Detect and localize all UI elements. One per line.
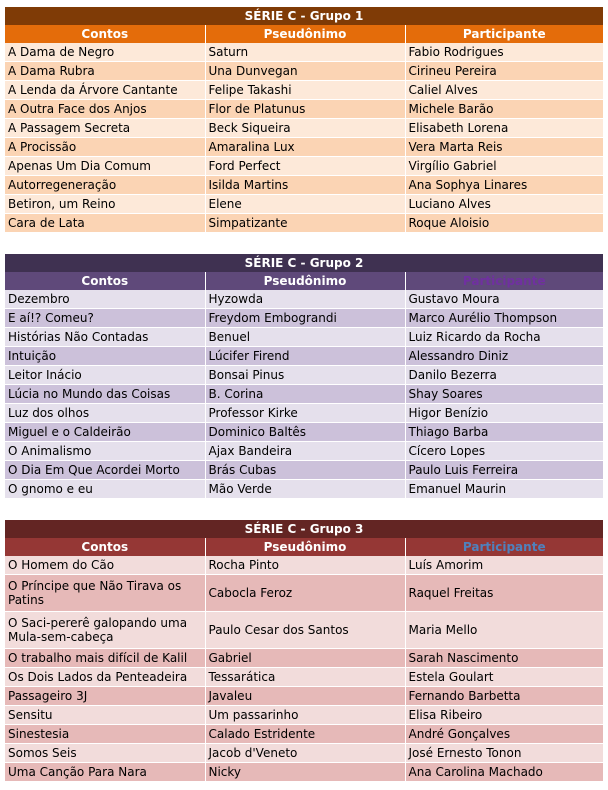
participant-cell: Michele Barão	[405, 100, 603, 119]
table-row	[5, 725, 603, 744]
table-row	[5, 119, 603, 138]
table-row	[5, 668, 603, 687]
group-1-table	[5, 7, 603, 233]
column-header-pseudonimo: Pseudônimo	[205, 538, 405, 556]
story-title-cell: A Dama de Negro	[5, 43, 205, 62]
pseudonym-cell: Benuel	[205, 328, 405, 347]
table-row	[5, 214, 603, 233]
pseudonym-cell: Isilda Martins	[205, 176, 405, 195]
story-title-cell: A Passagem Secreta	[5, 119, 205, 138]
story-title-cell: Intuição	[5, 347, 205, 366]
pseudonym-cell: Nicky	[205, 763, 405, 782]
pseudonym-cell: Lúcifer Firend	[205, 347, 405, 366]
pseudonym-cell: Beck Siqueira	[205, 119, 405, 138]
participant-cell: Paulo Luis Ferreira	[405, 461, 603, 480]
story-title-cell: Somos Seis	[5, 744, 205, 763]
table-row	[5, 442, 603, 461]
participant-cell: Cirineu Pereira	[405, 62, 603, 81]
table-row	[5, 687, 603, 706]
pseudonym-cell: Flor de Platunus	[205, 100, 405, 119]
story-title-cell: O Saci-pererê galopando uma Mula-sem-cabeça	[5, 612, 205, 649]
header-row	[5, 25, 603, 43]
table-row	[5, 423, 603, 442]
participant-cell: Maria Mello	[405, 612, 603, 649]
pseudonym-cell: Professor Kirke	[205, 404, 405, 423]
column-header-contos: Contos	[5, 538, 205, 556]
pseudonym-cell: Mão Verde	[205, 480, 405, 499]
table-row	[5, 328, 603, 347]
story-title-cell: E aí!? Comeu?	[5, 309, 205, 328]
participant-cell: José Ernesto Tonon	[405, 744, 603, 763]
story-title-cell: A Procissão	[5, 138, 205, 157]
story-title-cell: O trabalho mais difícil de Kalil	[5, 649, 205, 668]
column-header-pseudonimo: Pseudônimo	[205, 272, 405, 290]
story-title-cell: Lúcia no Mundo das Coisas	[5, 385, 205, 404]
table-row	[5, 347, 603, 366]
pseudonym-cell: Simpatizante	[205, 214, 405, 233]
story-title-cell: Histórias Não Contadas	[5, 328, 205, 347]
participant-cell: Cícero Lopes	[405, 442, 603, 461]
table-row	[5, 100, 603, 119]
participant-cell: Higor Benízio	[405, 404, 603, 423]
participant-cell: Shay Soares	[405, 385, 603, 404]
pseudonym-cell: B. Corina	[205, 385, 405, 404]
story-title-cell: Miguel e o Caldeirão	[5, 423, 205, 442]
pseudonym-cell: Freydom Embograndi	[205, 309, 405, 328]
series-table	[5, 7, 603, 233]
participant-cell: Danilo Bezerra	[405, 366, 603, 385]
participant-cell: Elisa Ribeiro	[405, 706, 603, 725]
pseudonym-cell: Calado Estridente	[205, 725, 405, 744]
table-row	[5, 763, 603, 782]
table-row	[5, 461, 603, 480]
pseudonym-cell: Brás Cubas	[205, 461, 405, 480]
story-title-cell: A Outra Face dos Anjos	[5, 100, 205, 119]
story-title-cell: O Príncipe que Não Tirava os Patins	[5, 575, 205, 612]
table-row	[5, 706, 603, 725]
participant-cell: Caliel Alves	[405, 81, 603, 100]
story-title-cell: Leitor Inácio	[5, 366, 205, 385]
participant-cell: Roque Aloisio	[405, 214, 603, 233]
group-title: SÉRIE C - Grupo 3	[5, 520, 603, 538]
table-row	[5, 612, 603, 649]
pseudonym-cell: Ford Perfect	[205, 157, 405, 176]
pseudonym-cell: Javaleu	[205, 687, 405, 706]
column-header-participante: Participante	[462, 27, 546, 41]
header-row	[5, 538, 603, 556]
table-row	[5, 290, 603, 309]
table-row	[5, 556, 603, 575]
group-3-table	[5, 520, 603, 782]
table-row	[5, 43, 603, 62]
participant-cell: Emanuel Maurin	[405, 480, 603, 499]
participant-cell: Thiago Barba	[405, 423, 603, 442]
pseudonym-cell: Amaralina Lux	[205, 138, 405, 157]
column-header-participante: Participante	[462, 274, 546, 288]
participant-cell: André Gonçalves	[405, 725, 603, 744]
participant-cell: Gustavo Moura	[405, 290, 603, 309]
pseudonym-cell: Cabocla Feroz	[205, 575, 405, 612]
group-2-table	[5, 254, 603, 499]
participant-cell: Raquel Freitas	[405, 575, 603, 612]
story-title-cell: Passageiro 3J	[5, 687, 205, 706]
participant-cell: Luís Amorim	[405, 556, 603, 575]
story-title-cell: O gnomo e eu	[5, 480, 205, 499]
pseudonym-cell: Dominico Baltês	[205, 423, 405, 442]
participant-cell: Fabio Rodrigues	[405, 43, 603, 62]
pseudonym-cell: Felipe Takashi	[205, 81, 405, 100]
table-row	[5, 744, 603, 763]
story-title-cell: O Dia Em Que Acordei Morto	[5, 461, 205, 480]
pseudonym-cell: Um passarinho	[205, 706, 405, 725]
pseudonym-cell: Hyzowda	[205, 290, 405, 309]
pseudonym-cell: Tessarática	[205, 668, 405, 687]
participant-cell: Alessandro Diniz	[405, 347, 603, 366]
participant-cell: Fernando Barbetta	[405, 687, 603, 706]
table-row	[5, 480, 603, 499]
pseudonym-cell: Paulo Cesar dos Santos	[205, 612, 405, 649]
story-title-cell: Uma Canção Para Nara	[5, 763, 205, 782]
table-title-row	[5, 254, 603, 272]
story-title-cell: Betiron, um Reino	[5, 195, 205, 214]
table-title-row	[5, 7, 603, 25]
table-row	[5, 138, 603, 157]
pseudonym-cell: Una Dunvegan	[205, 62, 405, 81]
participant-cell: Ana Sophya Linares	[405, 176, 603, 195]
series-table	[5, 254, 603, 499]
table-row	[5, 649, 603, 668]
participant-cell: Marco Aurélio Thompson	[405, 309, 603, 328]
story-title-cell: Cara de Lata	[5, 214, 205, 233]
header-row	[5, 272, 603, 290]
participant-cell: Sarah Nascimento	[405, 649, 603, 668]
group-title: SÉRIE C - Grupo 2	[5, 254, 603, 272]
story-title-cell: Os Dois Lados da Penteadeira	[5, 668, 205, 687]
participant-cell: Elisabeth Lorena	[405, 119, 603, 138]
story-title-cell: Apenas Um Dia Comum	[5, 157, 205, 176]
column-header-pseudonimo: Pseudônimo	[205, 25, 405, 43]
story-title-cell: A Lenda da Árvore Cantante	[5, 81, 205, 100]
group-title: SÉRIE C - Grupo 1	[5, 7, 603, 25]
story-title-cell: O Homem do Cão	[5, 556, 205, 575]
story-title-cell: O Animalismo	[5, 442, 205, 461]
series-table	[5, 520, 603, 782]
table-row	[5, 309, 603, 328]
participant-cell: Estela Goulart	[405, 668, 603, 687]
table-title-row	[5, 520, 603, 538]
pseudonym-cell: Gabriel	[205, 649, 405, 668]
table-row	[5, 385, 603, 404]
pseudonym-cell: Saturn	[205, 43, 405, 62]
participant-cell: Luiz Ricardo da Rocha	[405, 328, 603, 347]
table-row	[5, 195, 603, 214]
table-row	[5, 366, 603, 385]
story-title-cell: A Dama Rubra	[5, 62, 205, 81]
table-row	[5, 176, 603, 195]
column-header-contos: Contos	[5, 25, 205, 43]
story-title-cell: Autorregeneração	[5, 176, 205, 195]
column-header-contos: Contos	[5, 272, 205, 290]
table-row	[5, 404, 603, 423]
participant-cell: Virgílio Gabriel	[405, 157, 603, 176]
table-row	[5, 157, 603, 176]
pseudonym-cell: Jacob d'Veneto	[205, 744, 405, 763]
participant-cell: Ana Carolina Machado	[405, 763, 603, 782]
table-row	[5, 62, 603, 81]
story-title-cell: Luz dos olhos	[5, 404, 205, 423]
table-row	[5, 81, 603, 100]
participant-cell: Vera Marta Reis	[405, 138, 603, 157]
story-title-cell: Dezembro	[5, 290, 205, 309]
participant-cell: Luciano Alves	[405, 195, 603, 214]
story-title-cell: Sensitu	[5, 706, 205, 725]
pseudonym-cell: Ajax Bandeira	[205, 442, 405, 461]
pseudonym-cell: Bonsai Pinus	[205, 366, 405, 385]
pseudonym-cell: Rocha Pinto	[205, 556, 405, 575]
pseudonym-cell: Elene	[205, 195, 405, 214]
column-header-participante: Participante	[462, 540, 546, 554]
table-row	[5, 575, 603, 612]
story-title-cell: Sinestesia	[5, 725, 205, 744]
